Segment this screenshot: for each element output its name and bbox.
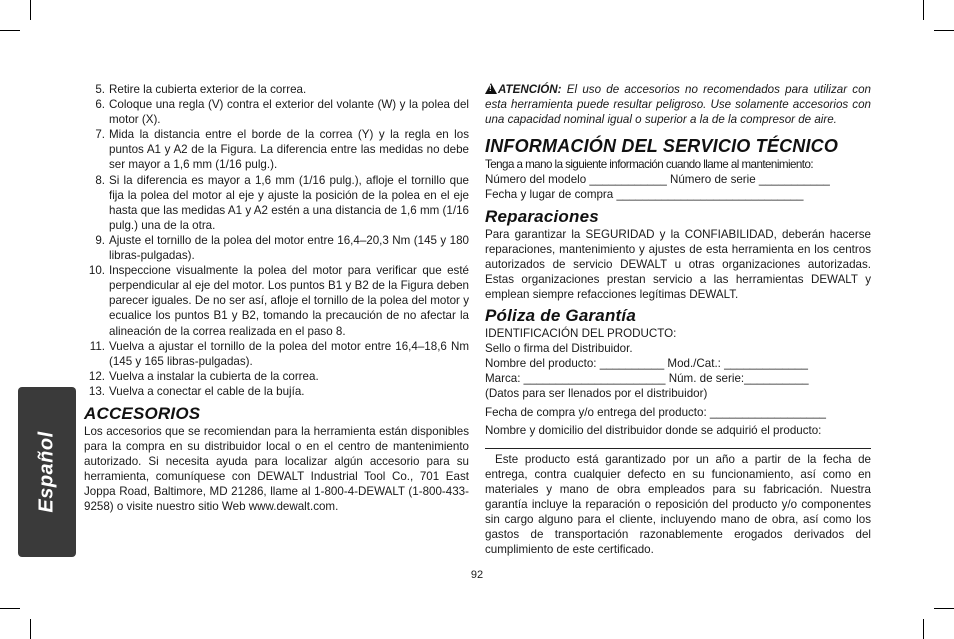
service-heading: INFORMACIÓN DEL SERVICIO TÉCNICO	[485, 136, 839, 157]
warranty-line: Nombre y domicilio del distribuidor donde se adquirió el producto:	[485, 423, 822, 437]
crop-mark	[934, 608, 954, 609]
warranty-line: IDENTIFICACIÓN DEL PRODUCTO:	[485, 327, 677, 341]
language-tab-label: Español	[35, 431, 58, 513]
repairs-heading: Reparaciones	[485, 206, 599, 226]
warranty-line: Fecha de compra y/o entrega del producto: __________________	[485, 405, 826, 419]
repairs-paragraph: Para garantizar la SEGURIDAD y la CONFIABILIDAD, deberán hacerse reparaciones, mantenimiento y ajustes de esta herramienta en los centros autorizados de servicio DEWALT u otras organizaciones autorizadas. Estas organizaciones prestan servicio a las herramientas DEWALT y emplean siempre refacciones legítimas DEWALT.	[485, 227, 871, 301]
step-item: 8. Si la diferencia es mayor a 1,6 mm (1/16 pulg.), afloje el tornillo que fija la polea del motor al eje y ajuste la posición de la polea en el eje hasta que las medidas A1 y A2 estén a una distancia de 1,6 mm (1/16 pulg.) una de la otra.	[95, 173, 469, 232]
warning-triangle-icon	[485, 83, 497, 94]
service-line: Número del modelo ____________ Número de serie ___________	[485, 173, 830, 187]
warning-label: ATENCIÓN:	[498, 83, 562, 96]
service-line: Fecha y lugar de compra _____________________________	[485, 188, 804, 202]
right-column	[485, 82, 871, 557]
step-item: 7. Mida la distancia entre el borde de la correa (Y) y la regla en los puntos A1 y A2 de la Figura. La diferencia entre las medidas no debe ser mayor a 1,6 mm (1/16 pulg.).	[95, 128, 469, 172]
warranty-line: (Datos para ser llenados por el distribuidor)	[485, 387, 708, 401]
warning-text: El uso de accesorios no recomendados para utilizar con esta herramienta puede resultar peligroso. Use solamente accesorios con una capacidad nominal igual o superior a la de la compresor de aire.	[485, 83, 871, 127]
step-item: 13. Vuelva a conectar el cable de la bujía.	[88, 384, 305, 398]
crop-mark	[0, 608, 20, 609]
warranty-line: Nombre del producto: __________ Mod./Cat.: _____________	[485, 357, 808, 371]
step-item: 12. Vuelva a instalar la cubierta de la correa.	[88, 369, 319, 383]
warning-paragraph	[485, 82, 871, 127]
crop-mark	[30, 619, 31, 639]
crop-mark	[923, 619, 924, 639]
step-item: 6. Coloque una regla (V) contra el exterior del volante (W) y la polea del motor (X).	[95, 98, 469, 127]
step-item: 5. Retire la cubierta exterior de la correa.	[95, 83, 307, 96]
step-item: 9. Ajuste el tornillo de la polea del motor entre 16,4–20,3 Nm (145 y 180 libras-pulgadas).	[95, 233, 469, 263]
crop-mark	[0, 30, 20, 31]
procedure-steps	[84, 82, 469, 399]
signature-rule	[485, 448, 871, 449]
crop-mark	[30, 0, 31, 20]
step-item: 10. Inspeccione visualmente la polea del motor para verificar que esté perpendicular al eje del motor. Los puntos B1 y B2 de la Figura deben parecer iguales. De no ser así, afloje el tornillo de la polea del motor y ecualice los puntos B1 y B2, tomando la precaución de no afectar la alineación de la correa realizada en el paso 8.	[88, 264, 469, 338]
left-column	[84, 82, 469, 515]
warranty-heading: Póliza de Garantía	[485, 306, 636, 326]
warranty-paragraph: Este producto está garantizado por un año a partir de la fecha de entrega, contra cualquier defecto en su funcionamiento, así como en materiales y mano de obra empleados para su fabricación. Nuestra garantía incluye la reparación o reposición del producto y/o componentes sin cargo alguno para el cliente, incluyendo mano de obra, así como los gastos de transportación razonablemente erogados derivados del cumplimiento de este certificado.	[485, 452, 871, 557]
warranty-line: Marca: ______________________ Núm. de serie:__________	[485, 372, 809, 386]
crop-mark	[934, 30, 954, 31]
warranty-line: Sello o firma del Distribuidor.	[485, 342, 633, 356]
page-number: 92	[470, 569, 484, 581]
accesorios-paragraph: Los accesorios que se recomiendan para la herramienta están disponibles para la compra en su distribuidor local o en el centro de mantenimiento autorizado. Si necesita ayuda para localizar algún accesorio para su herramienta, comuníquese con DEWALT Industrial Tool Co., 701 East Joppa Road, Baltimore, MD 21286, llame al 1-800-4-DEWALT (1-800-433-9258) o visite nuestro sitio Web www.dewalt.com.	[84, 424, 469, 514]
accesorios-heading: ACCESORIOS	[84, 403, 201, 423]
service-line: Tenga a mano la siguiente información cuando llame al mantenimiento:	[485, 158, 814, 172]
step-item: 11. Vuelva a ajustar el tornillo de la polea del motor entre 16,4–18,6 Nm (145 y 165 libras-pulgadas).	[89, 339, 469, 368]
crop-mark	[923, 0, 924, 20]
